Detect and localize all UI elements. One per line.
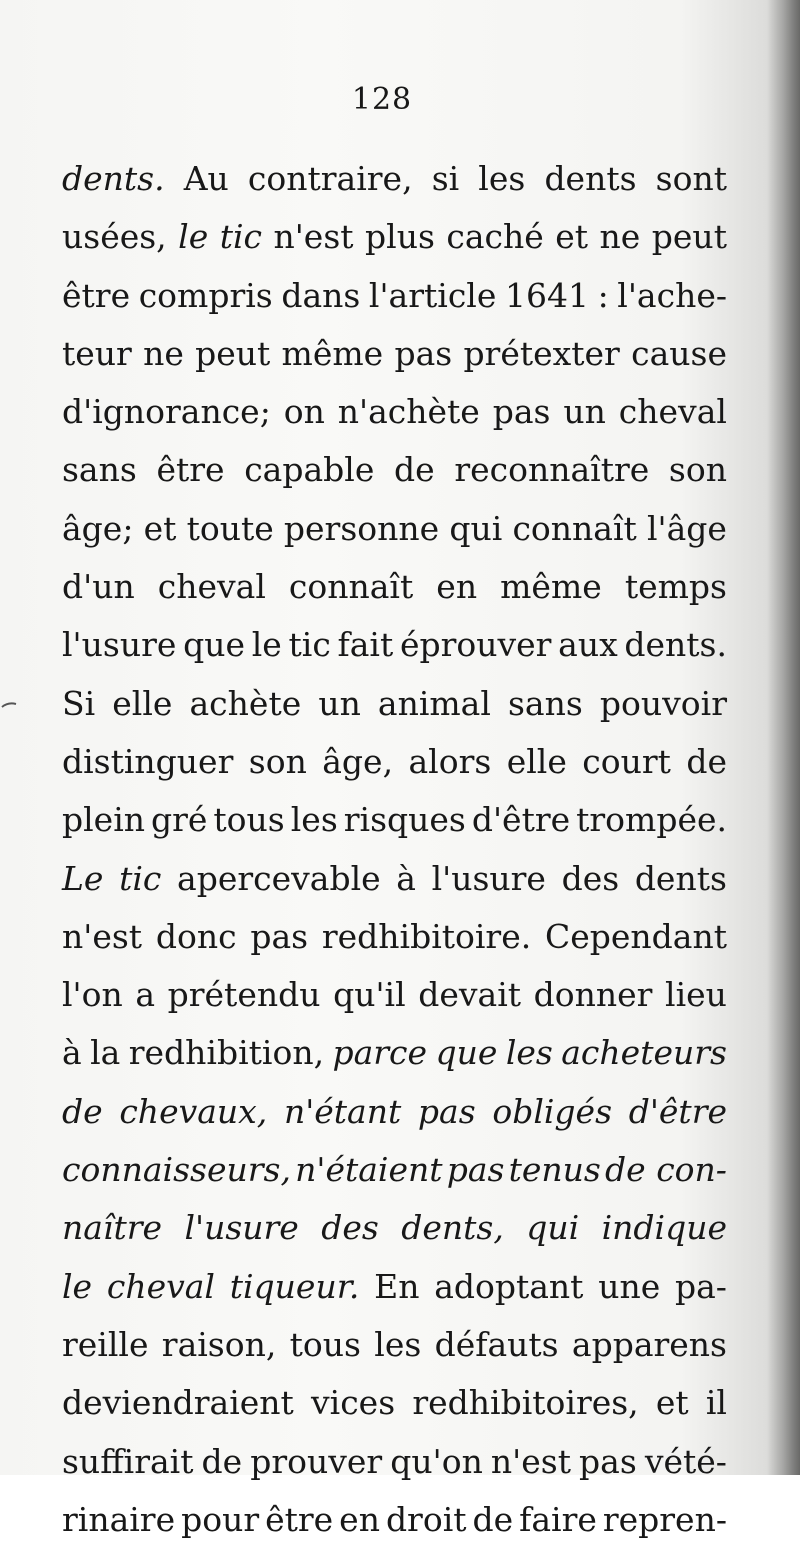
word: n'est — [62, 916, 143, 956]
word: sont — [655, 159, 727, 198]
word: à — [62, 1033, 82, 1073]
word: redhibitoires, — [412, 1383, 639, 1423]
italic-word: naître — [62, 1208, 163, 1248]
text-line — [62, 1083, 727, 1141]
italic-word: de con- — [605, 1150, 727, 1190]
text-line — [62, 1199, 727, 1257]
italic-word: connaisseurs, — [62, 1150, 291, 1190]
word: donc — [155, 916, 237, 956]
word: toute — [186, 508, 274, 548]
word: gré — [151, 800, 208, 840]
word: cause — [631, 333, 727, 373]
italic-word: les — [505, 1033, 553, 1073]
word: fait — [337, 625, 394, 665]
italic-word: pas — [446, 1150, 505, 1190]
word: d'ignorance; — [62, 392, 271, 432]
word: personne — [283, 508, 440, 548]
word: elle — [112, 683, 173, 723]
word: il — [705, 1383, 727, 1423]
word: vices — [311, 1383, 396, 1423]
word: les — [374, 1324, 422, 1364]
word: pour — [181, 1499, 260, 1539]
word: tic — [288, 625, 331, 665]
word: même — [281, 333, 384, 373]
word: on — [283, 392, 325, 432]
text-line — [62, 1433, 727, 1491]
word: : — [597, 275, 609, 315]
word: cheval — [618, 392, 727, 432]
word: distinguer — [62, 741, 234, 781]
word: une — [598, 1266, 661, 1306]
word: qui — [449, 508, 503, 548]
word: éprouver — [399, 625, 552, 665]
italic-word: des — [321, 1208, 379, 1248]
word: alors — [408, 741, 492, 781]
word: temps — [624, 567, 727, 607]
italic-word: dents, — [401, 1208, 504, 1248]
word: tous — [213, 800, 285, 840]
word: d'être — [471, 800, 571, 840]
word: en — [436, 567, 478, 607]
word: rinaire — [62, 1499, 176, 1539]
word: n'est — [490, 1441, 571, 1481]
text-line — [62, 1258, 727, 1316]
italic-word: tic — [219, 217, 263, 257]
word: teur — [62, 333, 132, 373]
word: dents — [634, 858, 727, 898]
word: un — [563, 392, 606, 432]
word: dents. — [624, 625, 727, 665]
word: l'usure — [62, 625, 177, 665]
word: plein — [62, 800, 146, 840]
italic-word: acheteurs — [561, 1033, 727, 1073]
word: En — [374, 1266, 420, 1306]
text-line — [62, 383, 727, 441]
word: d'un — [62, 567, 135, 607]
word: l'usure — [431, 858, 546, 898]
word: raison, — [161, 1324, 277, 1364]
italic-word: indique — [601, 1208, 727, 1248]
word: sans — [508, 683, 583, 723]
italic-word: tiqueur. — [229, 1266, 360, 1306]
word: qu'on — [390, 1441, 483, 1481]
word: suffirait — [62, 1441, 194, 1481]
word: court — [582, 741, 671, 781]
text-line — [62, 966, 727, 1024]
word: ne — [599, 217, 641, 257]
word: Cependant — [545, 916, 727, 956]
word: capable — [244, 450, 375, 490]
text-line — [62, 150, 727, 208]
word: être — [265, 1499, 334, 1539]
word: prétendu — [167, 975, 321, 1015]
word: si — [431, 159, 460, 198]
word: 1641 — [504, 275, 589, 315]
text-line — [62, 1491, 727, 1549]
italic-word: l'usure — [184, 1208, 299, 1248]
word: que — [183, 625, 245, 665]
word: de — [201, 1441, 243, 1481]
word: trompée. — [576, 800, 727, 840]
word: prétexter — [463, 333, 620, 373]
text-line — [62, 1141, 727, 1199]
word: animal — [377, 683, 491, 723]
text-line — [62, 325, 727, 383]
text-line — [62, 441, 727, 499]
word: redhibition, — [128, 1033, 325, 1073]
italic-word: n'étant — [283, 1091, 402, 1131]
word: elle — [506, 741, 567, 781]
word: les — [290, 800, 338, 840]
word: âge, — [322, 741, 394, 781]
word: ne — [143, 333, 184, 373]
text-line — [62, 1374, 727, 1432]
page-edge-shadow — [766, 0, 800, 1475]
word: connaît — [512, 508, 637, 548]
word: n'est — [273, 217, 354, 257]
italic-word: obligés — [492, 1091, 613, 1131]
word: repren- — [602, 1499, 727, 1539]
word: le — [251, 625, 282, 665]
word: défauts — [434, 1324, 559, 1364]
text-line — [62, 1316, 727, 1374]
italic-word: d'être — [628, 1091, 727, 1131]
italic-word: chevaux, — [119, 1091, 268, 1131]
word: deviendraient — [62, 1383, 294, 1423]
italic-word: tenus — [508, 1150, 601, 1190]
italic-word: tic — [119, 858, 162, 898]
word: et — [143, 508, 177, 548]
italic-word: que — [435, 1033, 498, 1073]
word: Si — [62, 683, 96, 723]
word: l'ache- — [617, 275, 727, 315]
word: lieu — [665, 975, 727, 1015]
word: achète — [189, 683, 302, 723]
word: peut — [651, 217, 727, 257]
word: son — [248, 741, 307, 781]
word: dans — [281, 275, 361, 315]
word: dents — [544, 159, 637, 198]
italic-word: dents. — [62, 159, 165, 198]
word: pa- — [675, 1266, 727, 1306]
word: qu'il — [333, 975, 406, 1015]
italic-word: n'étaient — [295, 1150, 443, 1190]
word: adoptant — [434, 1266, 584, 1306]
text-line — [62, 616, 727, 674]
text-line — [62, 500, 727, 558]
word: n'achète — [337, 392, 480, 432]
word: reille — [62, 1324, 149, 1364]
word: apparens — [571, 1324, 727, 1364]
word: faire — [519, 1499, 597, 1539]
word: aux — [558, 625, 618, 665]
text-line — [62, 908, 727, 966]
word: droit — [385, 1499, 467, 1539]
word: apercevable — [177, 858, 381, 898]
word: cheval — [157, 567, 266, 607]
italic-word: le — [178, 217, 209, 257]
word: plus — [365, 217, 435, 257]
page-number: 128 — [351, 82, 413, 117]
word: l'âge — [646, 508, 727, 548]
word: la — [90, 1033, 121, 1073]
word: a — [135, 975, 156, 1015]
italic-word: de — [62, 1091, 103, 1131]
word: pas — [492, 392, 551, 432]
word: devait — [418, 975, 522, 1015]
word: âge; — [62, 508, 134, 548]
word: son — [668, 450, 727, 490]
word: de — [394, 450, 435, 490]
text-line — [62, 675, 727, 733]
text-line — [62, 208, 727, 266]
word: même — [500, 567, 602, 607]
word: sans — [62, 450, 137, 490]
word: prouver — [250, 1441, 383, 1481]
word: vété- — [644, 1441, 727, 1481]
word: connaît — [288, 567, 414, 607]
word: peut — [195, 333, 271, 373]
text-line — [62, 791, 727, 849]
text-line — [62, 733, 727, 791]
word: en — [339, 1499, 380, 1539]
word: contraire, — [247, 159, 413, 198]
text-line — [62, 1024, 727, 1082]
word: caché — [446, 217, 544, 257]
word: être — [156, 450, 225, 490]
word: risques — [343, 800, 466, 840]
text-line — [62, 558, 727, 616]
word: pouvoir — [599, 683, 727, 723]
italic-word: Le — [62, 858, 104, 898]
body-text — [62, 150, 727, 1549]
word: compris — [138, 275, 273, 315]
word: de — [686, 741, 727, 781]
word: donner — [533, 975, 653, 1015]
word: Au — [183, 159, 229, 198]
margin-ink-mark-icon — [0, 700, 18, 710]
italic-word: le — [62, 1266, 93, 1306]
italic-word: qui — [526, 1208, 580, 1248]
word: tous — [289, 1324, 361, 1364]
word: l'article — [368, 275, 497, 315]
word: les — [478, 159, 526, 198]
word: pas — [250, 916, 309, 956]
word: être — [62, 275, 131, 315]
word: un — [318, 683, 361, 723]
text-line — [62, 267, 727, 325]
italic-word: cheval — [106, 1266, 215, 1306]
word: reconnaître — [454, 450, 650, 490]
text-line — [62, 850, 727, 908]
word: l'on — [62, 975, 123, 1015]
word: usées, — [62, 217, 167, 257]
word: de — [472, 1499, 514, 1539]
word: à — [396, 858, 416, 898]
word: des — [561, 858, 620, 898]
word: et — [655, 1383, 689, 1423]
word: pas — [579, 1441, 637, 1481]
italic-word: pas — [417, 1091, 476, 1131]
word: redhibitoire. — [321, 916, 532, 956]
word: et — [555, 217, 589, 257]
italic-word: parce — [332, 1033, 428, 1073]
word: pas — [394, 333, 453, 373]
